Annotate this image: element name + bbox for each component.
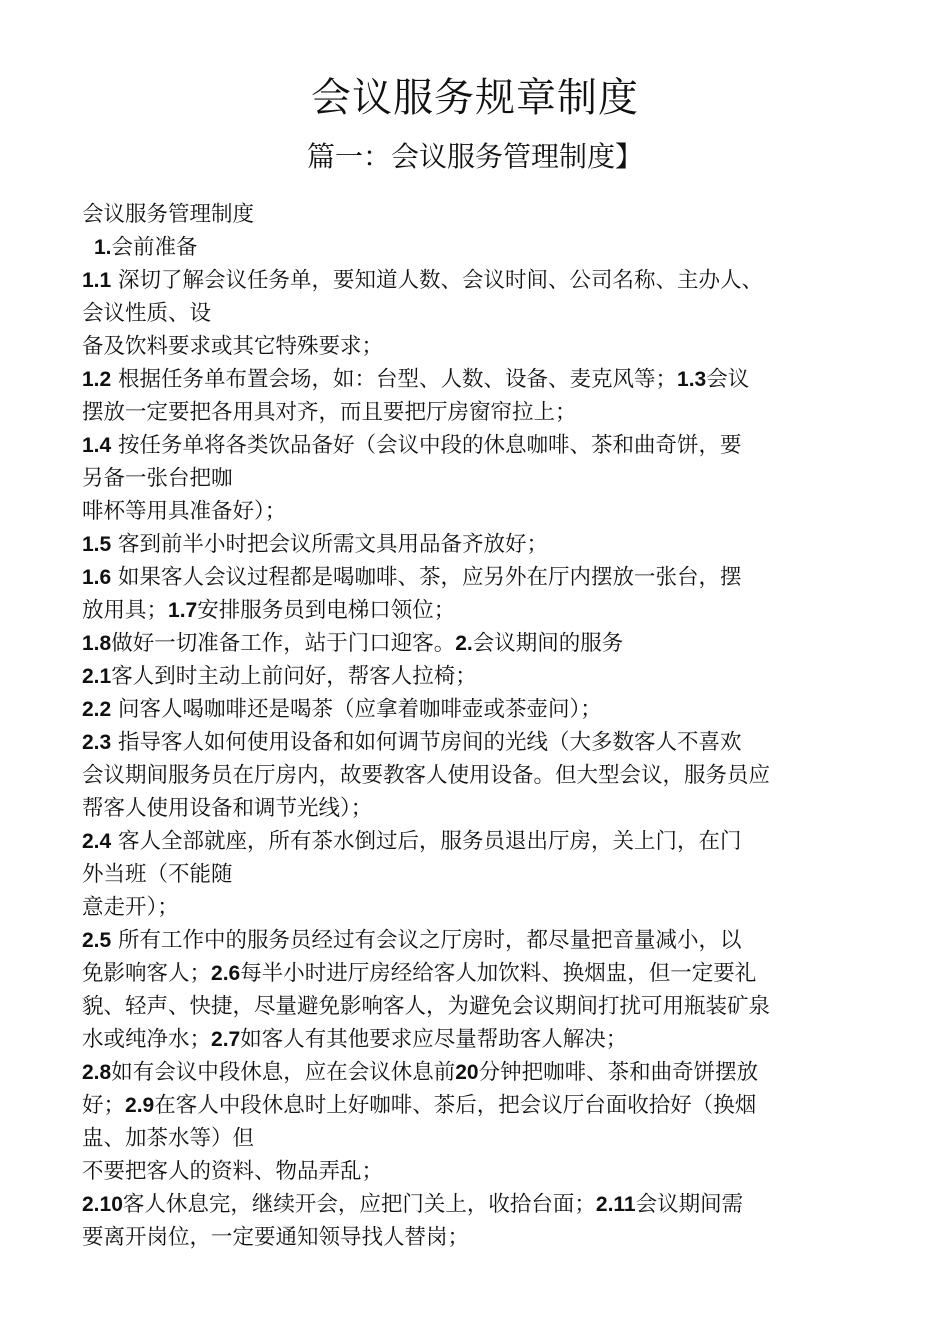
text-line xyxy=(82,792,882,825)
line-text: 如客人有其他要求应尽量帮助客人解决； xyxy=(240,1027,628,1052)
text-line xyxy=(82,693,882,726)
text-line xyxy=(82,660,882,693)
section-number: 2. xyxy=(455,632,473,655)
section-number: 20 xyxy=(455,1061,479,1084)
line-text: 会前准备 xyxy=(111,235,198,260)
line-text: 会议性质、设 xyxy=(82,301,212,326)
text-line xyxy=(82,990,882,1023)
line-text: 摆放一定要把各用具对齐，而且要把厅房窗帘拉上； xyxy=(82,400,577,425)
line-text: 每半小时进厅房经给客人加饮料、换烟盅，但一定要礼 xyxy=(240,961,757,986)
text-line xyxy=(82,759,882,792)
section-number: 1.4 xyxy=(82,434,112,457)
line-text: 意走开）； xyxy=(82,895,179,920)
line-text: 会议服务管理制度 xyxy=(82,202,255,227)
line-text: 客人全部就座，所有茶水倒过后，服务员退出厅房，关上门，在门 xyxy=(111,829,742,854)
text-line xyxy=(82,561,882,594)
section-number: 1. xyxy=(94,236,112,259)
line-text: 根据任务单布置会场，如：台型、人数、设备、麦克风等； xyxy=(111,367,678,392)
line-text: 另备一张台把咖 xyxy=(82,466,233,491)
document-body xyxy=(82,198,882,1254)
line-text: 深切了解会议任务单，要知道人数、会议时间、公司名称、主办人、 xyxy=(111,268,764,293)
line-text: 会议期间服务员在厅房内，故要教客人使用设备。但大型会议，服务员应 xyxy=(82,763,771,788)
line-text: 分钟把咖啡、茶和曲奇饼摆放 xyxy=(478,1060,759,1085)
section-number: 2.5 xyxy=(82,929,112,952)
line-text: 问客人喝咖啡还是喝茶（应拿着咖啡壶或茶壶问）； xyxy=(111,697,602,722)
line-text: 啡杯等用具准备好）； xyxy=(82,499,287,524)
section-number: 2.2 xyxy=(82,698,112,721)
text-line xyxy=(82,957,882,990)
line-text: 会议期间的服务 xyxy=(472,631,624,656)
text-line xyxy=(82,495,882,528)
text-line xyxy=(82,1056,882,1089)
line-text: 会议 xyxy=(706,367,750,392)
line-text: 好； xyxy=(82,1093,126,1118)
text-line xyxy=(82,330,882,363)
section-number: 2.9 xyxy=(125,1094,155,1117)
section-number: 2.4 xyxy=(82,830,112,853)
line-text: 外当班（不能随 xyxy=(82,862,233,887)
section-number: 2.6 xyxy=(211,962,241,985)
text-line xyxy=(82,528,882,561)
section-number: 2.11 xyxy=(595,1193,636,1216)
line-text: 貌、轻声、快捷，尽量避免影响客人，为避免会议期间打扰可用瓶装矿泉 xyxy=(82,994,771,1019)
section-number: 1.8 xyxy=(82,632,112,655)
line-text: 如果客人会议过程都是喝咖啡、茶，应另外在厅内摆放一张台，摆 xyxy=(111,565,742,590)
text-line xyxy=(82,825,882,858)
line-text: 指导客人如何使用设备和如何调节房间的光线（大多数客人不喜欢 xyxy=(111,730,742,755)
line-text: 客人休息完，继续开会，应把门关上，收拾台面； xyxy=(122,1192,596,1217)
text-line xyxy=(82,594,882,627)
line-text: 客人到时主动上前问好，帮客人拉椅； xyxy=(111,664,477,689)
section-number: 1.6 xyxy=(82,566,112,589)
line-text: 放用具； xyxy=(82,598,169,623)
line-text: 帮客人使用设备和调节光线）； xyxy=(82,796,373,821)
line-text: 要离开岗位，一定要通知领导找人替岗； xyxy=(82,1225,470,1250)
line-text: 按任务单将各类饮品备好（会议中段的休息咖啡、茶和曲奇饼，要 xyxy=(111,433,742,458)
text-line xyxy=(82,627,882,660)
line-text: 安排服务员到电梯口领位； xyxy=(197,598,456,623)
text-line xyxy=(82,231,882,264)
document-title: 会议服务规章制度 xyxy=(311,75,639,121)
text-line xyxy=(82,396,882,429)
text-line xyxy=(82,363,882,396)
line-text: 如有会议中段休息，应在会议休息前 xyxy=(111,1060,456,1085)
line-text: 客到前半小时把会议所需文具用品备齐放好； xyxy=(111,532,549,557)
text-line xyxy=(82,924,882,957)
text-line xyxy=(82,462,882,495)
text-line xyxy=(82,1089,882,1122)
text-line xyxy=(82,1188,882,1221)
text-line xyxy=(82,198,882,231)
section-number: 1.7 xyxy=(168,599,198,622)
text-line xyxy=(82,726,882,759)
section-number: 2.7 xyxy=(211,1028,241,1051)
line-text: 在客人中段休息时上好咖啡、茶后，把会议厅台面收拾好（换烟 xyxy=(154,1093,757,1118)
section-number: 1.1 xyxy=(82,269,112,292)
text-line xyxy=(82,1023,882,1056)
line-text: 做好一切准备工作，站于门口迎客。 xyxy=(111,631,456,656)
line-text: 水或纯净水； xyxy=(82,1027,212,1052)
section-number: 2.10 xyxy=(82,1193,123,1216)
section-number: 1.3 xyxy=(677,368,707,391)
text-line xyxy=(82,1155,882,1188)
section-number: 2.3 xyxy=(82,731,112,754)
line-text: 备及饮料要求或其它特殊要求； xyxy=(82,334,384,359)
text-line xyxy=(82,429,882,462)
text-line xyxy=(82,858,882,891)
document-subtitle: 篇一：会议服务管理制度】 xyxy=(306,140,643,173)
section-number: 2.1 xyxy=(82,665,112,688)
line-text: 盅、加茶水等）但 xyxy=(82,1126,255,1151)
line-text: 所有工作中的服务员经过有会议之厅房时，都尽量把音量减小，以 xyxy=(111,928,742,953)
section-number: 1.5 xyxy=(82,533,112,556)
text-line xyxy=(82,1122,882,1155)
text-line xyxy=(82,1221,882,1254)
text-line xyxy=(82,891,882,924)
line-text: 免影响客人； xyxy=(82,961,212,986)
line-text: 不要把客人的资料、物品弄乱； xyxy=(82,1159,384,1184)
text-line xyxy=(82,297,882,330)
section-number: 1.2 xyxy=(82,368,112,391)
line-text: 会议期间需 xyxy=(635,1192,744,1217)
section-number: 2.8 xyxy=(82,1061,112,1084)
text-line xyxy=(82,264,882,297)
